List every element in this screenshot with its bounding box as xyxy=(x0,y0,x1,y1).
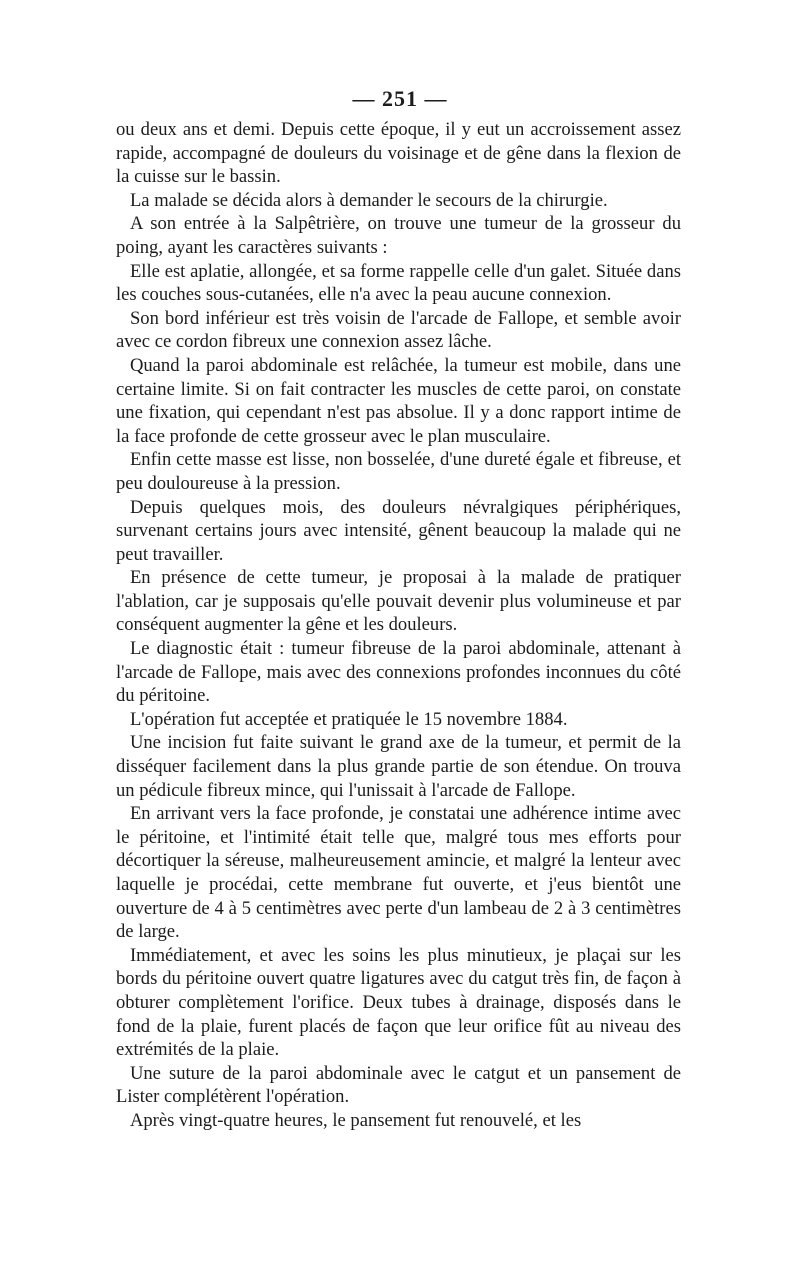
paragraph: Son bord inférieur est très voisin de l'arcade de Fallope, et semble avoir avec ce cordon fibreux une connexion assez lâche. xyxy=(116,307,681,353)
paragraph: A son entrée à la Salpêtrière, on trouve une tumeur de la grosseur du poing, ayant les caractères suivants : xyxy=(116,213,681,258)
paragraph: Le diagnostic était : tumeur fibreuse de la paroi abdominale, attenant à l'arcade de Fallope, mais avec des connexions profondes inconnues du côté du péritoine. xyxy=(116,638,681,707)
paragraph: Depuis quelques mois, des douleurs névralgiques périphériques, survenant certains jours avec intensité, gênent beaucoup la malade qui ne peut travailler. xyxy=(116,496,681,565)
paragraph: Une incision fut faite suivant le grand axe de la tumeur, et permit de la disséquer facilement dans la plus grande partie de son étendue. On trouva un pédicule fibreux mince, qui l'unissait à l'arcade de Fallope. xyxy=(116,732,681,801)
paragraph: Après vingt-quatre heures, le pansement fut renouvelé, et les xyxy=(129,1109,582,1131)
paragraph: Quand la paroi abdominale est relâchée, la tumeur est mobile, dans une certaine limite. Si on fait contracter les muscles de cette paroi, on constate une fixation, qui cependant n'est pas absolue. Il y a donc rapport intime de la face profonde de cette grosseur avec le plan musculaire. xyxy=(116,354,681,447)
paragraph: Une suture de la paroi abdominale avec le catgut et un pansement de Lister complétèrent l'opération. xyxy=(116,1062,681,1108)
paragraph: Enfin cette masse est lisse, non bosselée, d'une dureté égale et fibreuse, et peu douloureuse à la pression. xyxy=(116,449,681,494)
body-text xyxy=(116,118,681,1133)
paragraph: En arrivant vers la face profonde, je constatai une adhérence intime avec le péritoine, et l'intimité était telle que, malgré tous mes efforts pour décortiquer la séreuse, malheureusement amincie, et malgré la lenteur avec laquelle je procédai, cette membrane fut ouverte, et j'eus bientôt une ouverture de 4 à 5 centimètres avec perte d'un lambeau de 2 à 3 centimètres de large. xyxy=(116,803,681,943)
paragraph: Immédiatement, et avec les soins les plus minutieux, je plaçai sur les bords du péritoine ouvert quatre ligatures avec du catgut très fin, de façon à obturer complètement l'orifice. Deux tubes à drainage, disposés dans le fond de la plaie, furent placés de façon que leur orifice fût au niveau des extrémités de la plaie. xyxy=(116,944,681,1061)
paragraph: ou deux ans et demi. Depuis cette époque, il y eut un accroissement assez rapide, accompagné de douleurs du voisinage et de gêne dans la flexion de la cuisse sur le bassin. xyxy=(116,119,681,188)
paragraph: L'opération fut acceptée et pratiquée le 15 novembre 1884. xyxy=(129,708,568,730)
page-number: — 251 — xyxy=(352,86,448,111)
paragraph: Elle est aplatie, allongée, et sa forme rappelle celle d'un galet. Située dans les couches sous-cutanées, elle n'a avec la peau aucune connexion. xyxy=(116,260,681,306)
paragraph: La malade se décida alors à demander le secours de la chirurgie. xyxy=(129,189,608,211)
paragraph: En présence de cette tumeur, je proposai à la malade de pratiquer l'ablation, car je supposais qu'elle pouvait devenir plus volumineuse et par conséquent augmenter la gêne et les douleurs. xyxy=(116,567,681,636)
